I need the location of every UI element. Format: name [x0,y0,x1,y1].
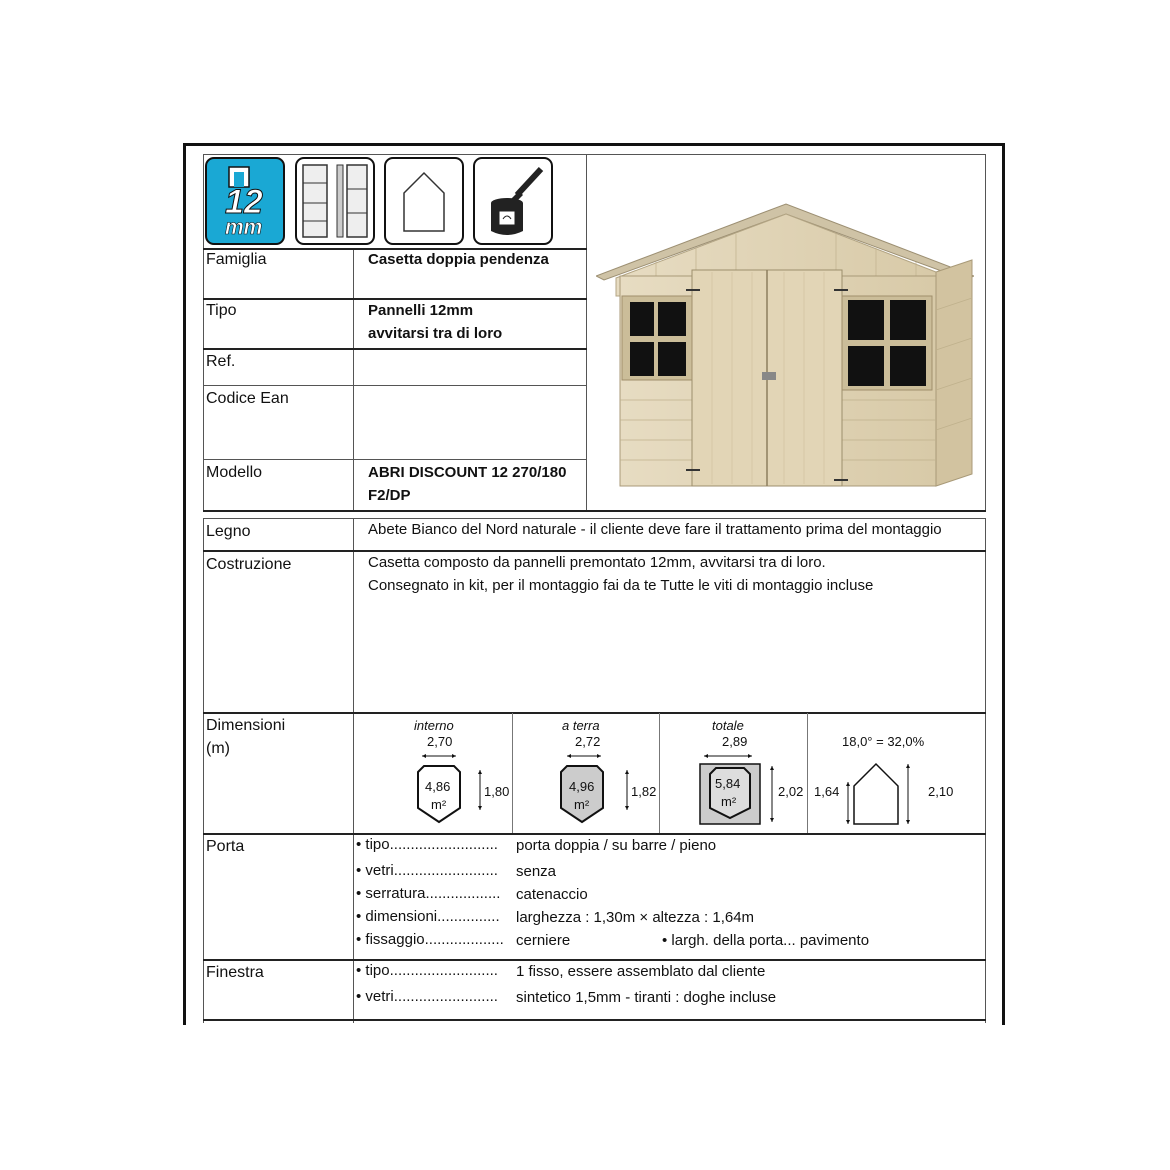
thickness-unit: mm [225,216,263,239]
panel-icon [295,157,375,245]
roof-ridge-height: 2,10 [928,784,954,799]
famiglia-value: Casetta doppia pendenza [368,251,549,268]
porta-serratura-value: catenaccio [516,886,588,903]
sheet-left-border [183,143,186,1025]
famiglia-label: Famiglia [206,251,267,268]
legno-label: Legno [206,523,251,540]
porta-label: Porta [206,838,245,855]
top-table-right-line [985,154,986,512]
porta-vetri-key: vetri......................... [365,862,498,879]
modello-label: Modello [206,464,263,481]
top-table-border [203,154,985,155]
interno-title: interno [414,718,454,733]
lower-table-left-line [203,518,204,1023]
porta-row-serratura: • serratura.................. [356,885,501,902]
top-label-divider [353,248,354,512]
costruzione-label: Costruzione [206,556,292,573]
finestra-vetri-value: sintetico 1,5mm - tiranti : doghe incluse [516,989,777,1006]
porta-fissaggio-key: fissaggio................... [365,931,504,948]
costruzione-line2: Consegnato in kit, per il montaggio fai da te Tutte le viti di montaggio incluse [368,577,874,594]
a-terra-height: 1,82 [631,784,657,799]
totale-height: 2,02 [778,784,804,799]
porta-tipo-value: porta doppia / su barre / pieno [516,837,717,854]
lower-label-divider [353,518,354,1023]
finestra-bottom-line [203,1019,986,1021]
paint-brush-icon [473,157,553,245]
porta-dimensioni-value: larghezza : 1,30m × altezza : 1,64m [516,909,755,926]
tipo-value-line1: Pannelli 12mm [368,302,474,319]
totale-area: 5,84 [715,776,741,791]
lower-table-right-line [985,518,986,1023]
porta-row-dimensioni: • dimensioni............... [356,908,500,925]
sheet-right-border [1002,143,1005,1025]
totale-area-unit: m² [721,794,737,809]
roof-profile-diagram [838,756,918,828]
codice-ean-label: Codice Ean [206,390,289,407]
row-divider-4 [203,385,587,386]
roof-shape-icon [384,157,464,245]
tipo-value-line2: avvitarsi tra di loro [368,325,503,342]
porta-row-tipo: • tipo.......................... [356,836,498,853]
totale-title: totale [712,718,744,733]
interno-area: 4,86 [425,779,451,794]
dim-divider-3 [807,713,808,833]
dimensioni-label: Dimensioni [206,717,286,734]
porta-vetri-value: senza [516,863,557,880]
interno-area-unit: m² [431,797,447,812]
top-table-bottom [203,510,986,512]
a-terra-floor-diagram [553,748,643,828]
thickness-number: 12 [225,183,263,221]
legno-value: Abete Bianco del Nord naturale - il cliente deve fare il trattamento prima del montaggio [368,521,942,538]
porta-row-vetri: • vetri......................... [356,862,498,879]
finestra-tipo-value: 1 fisso, essere assemblato dal cliente [516,963,766,980]
porta-dimensioni-key: dimensioni............... [365,908,500,925]
porta-row-fissaggio: • fissaggio................... [356,931,504,948]
interno-height: 1,80 [484,784,510,799]
row-divider-5 [203,459,587,460]
dimensioni-top-line [203,712,986,714]
a-terra-area: 4,96 [569,779,595,794]
finestra-row-vetri: • vetri......................... [356,988,498,1005]
porta-tipo-key: tipo.......................... [365,836,498,853]
porta-serratura-key: serratura.................. [365,885,501,902]
modello-value-line1: ABRI DISCOUNT 12 270/180 [368,464,567,481]
sheet-top-border [183,143,1005,146]
finestra-label: Finestra [206,964,264,981]
thickness-icon [205,157,285,245]
tipo-label: Tipo [206,302,237,319]
finestra-tipo-key: tipo.......................... [365,962,498,979]
a-terra-area-unit: m² [574,797,590,812]
finestra-row-tipo: • tipo.......................... [356,962,498,979]
roof-side-height: 1,64 [814,784,840,799]
interno-width: 2,70 [427,734,453,749]
porta-fissaggio-extra: • largh. della porta... pavimento [662,932,870,949]
a-terra-width: 2,72 [575,734,601,749]
shed-photo [596,200,974,502]
a-terra-title: a terra [562,718,600,733]
roof-angle: 18,0° = 32,0% [842,734,925,749]
ref-label: Ref. [206,353,236,370]
dim-divider-1 [512,713,513,833]
porta-fissaggio-value: cerniere [516,932,571,949]
totale-width: 2,89 [722,734,748,749]
row-divider-3 [203,348,587,350]
dimensioni-unit: (m) [206,740,230,757]
finestra-vetri-key: vetri......................... [365,988,498,1005]
costruzione-line1: Casetta composto da pannelli premontato 12mm, avvitarsi tra di loro. [368,554,826,571]
modello-value-line2: F2/DP [368,487,411,504]
dim-divider-2 [659,713,660,833]
